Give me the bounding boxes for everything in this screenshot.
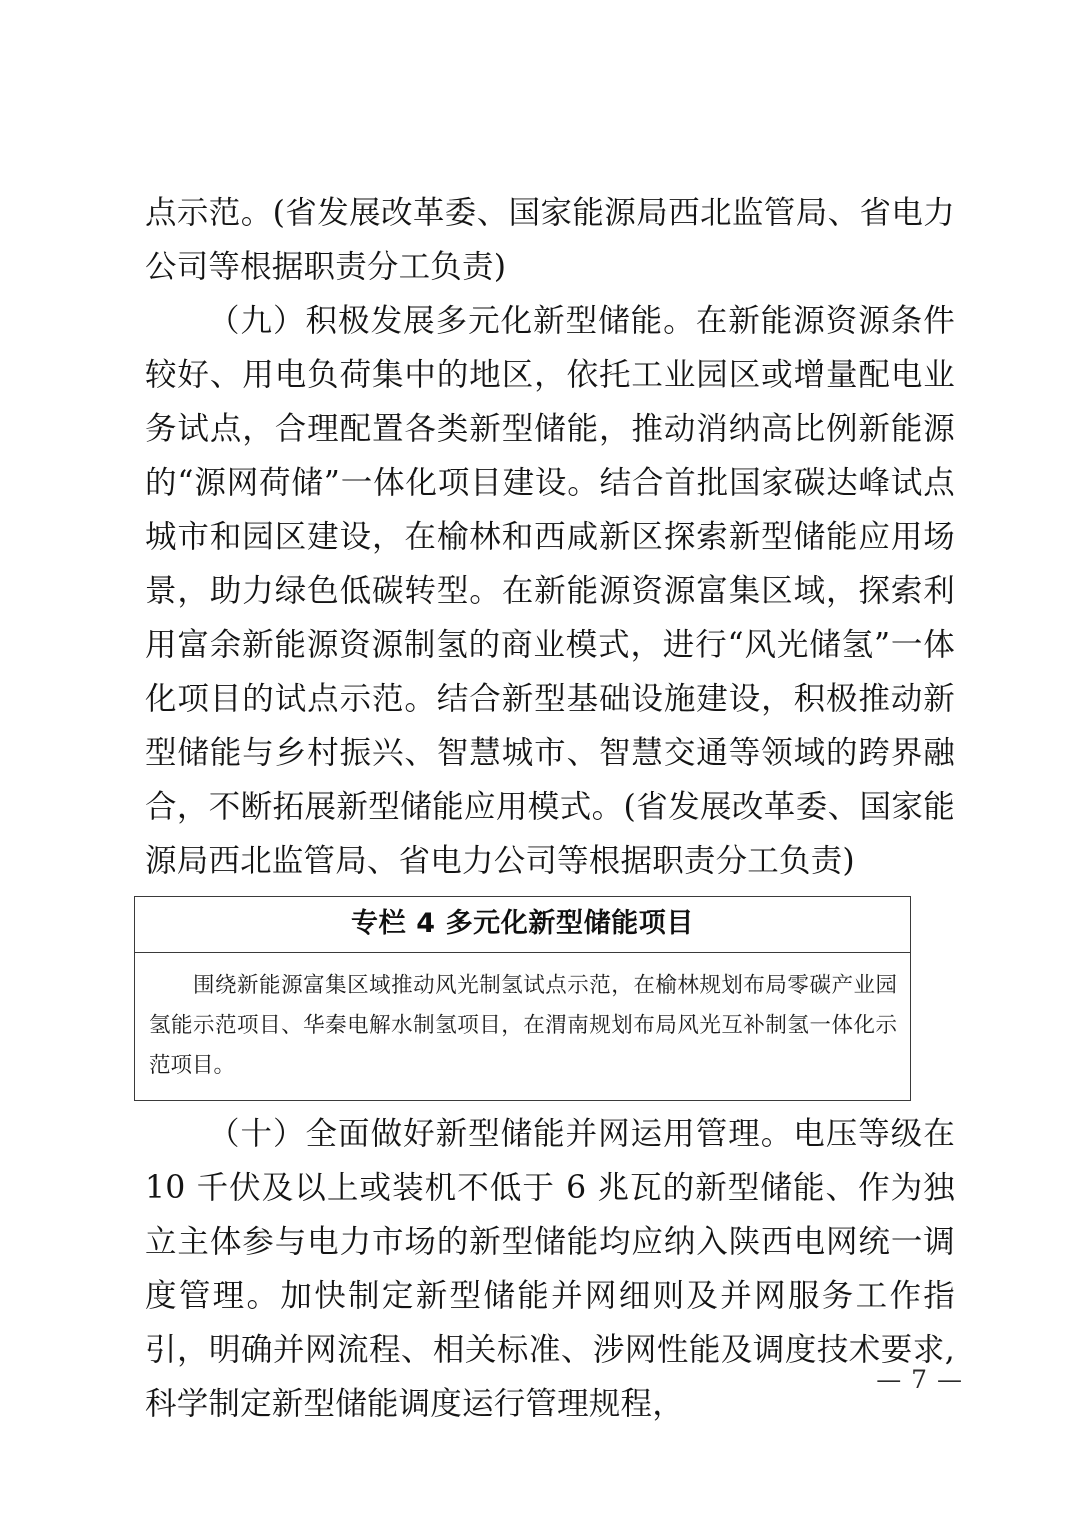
- paragraph-continuation: 点示范。(省发展改革委、国家能源局西北监管局、省电力公司等根据职责分工负责): [145, 195, 955, 285]
- callout-body: [135, 953, 910, 1100]
- paragraph-item-ten: （十）全面做好新型储能并网运用管理。电压等级在 10 千伏及以上或装机不低于 6 兆瓦的新型储能、作为独立主体参与电力市场的新型储能均应纳入陕西电网统一调度管理。加快制定新型储能并网细则及并网服务工作指引，明确并网流程、相关标准、涉网性能及调度技术要求,科学制定新型储能调度运行管理规程，: [145, 1116, 955, 1422]
- callout-header: [135, 897, 910, 953]
- page-number: — 7 —: [876, 1365, 963, 1394]
- callout-box-column-4: [134, 896, 911, 1101]
- page-content: [145, 186, 955, 1431]
- callout-title: 专栏 4 多元化新型储能项目: [351, 908, 694, 939]
- callout-body-text: 围绕新能源富集区域推动风光制氢试点示范，在榆林规划布局零碳产业园氢能示范项目、华秦电解水制氢项目，在渭南规划布局风光互补制氢一体化示范项目。: [149, 973, 897, 1078]
- paragraph-item-nine: （九）积极发展多元化新型储能。在新能源资源条件较好、用电负荷集中的地区，依托工业园区或增量配电业务试点，合理配置各类新型储能，推动消纳高比例新能源的“源网荷储”一体化项目建设。结合首批国家碳达峰试点城市和园区建设，在榆林和西咸新区探索新型储能应用场景，助力绿色低碳转型。在新能源资源富集区域，探索利用富余新能源资源制氢的商业模式，进行“风光储氢”一体化项目的试点示范。结合新型基础设施建设，积极推动新型储能与乡村振兴、智慧城市、智慧交通等领域的跨界融合，不断拓展新型储能应用模式。(省发展改革委、国家能源局西北监管局、省电力公司等根据职责分工负责): [145, 303, 955, 879]
